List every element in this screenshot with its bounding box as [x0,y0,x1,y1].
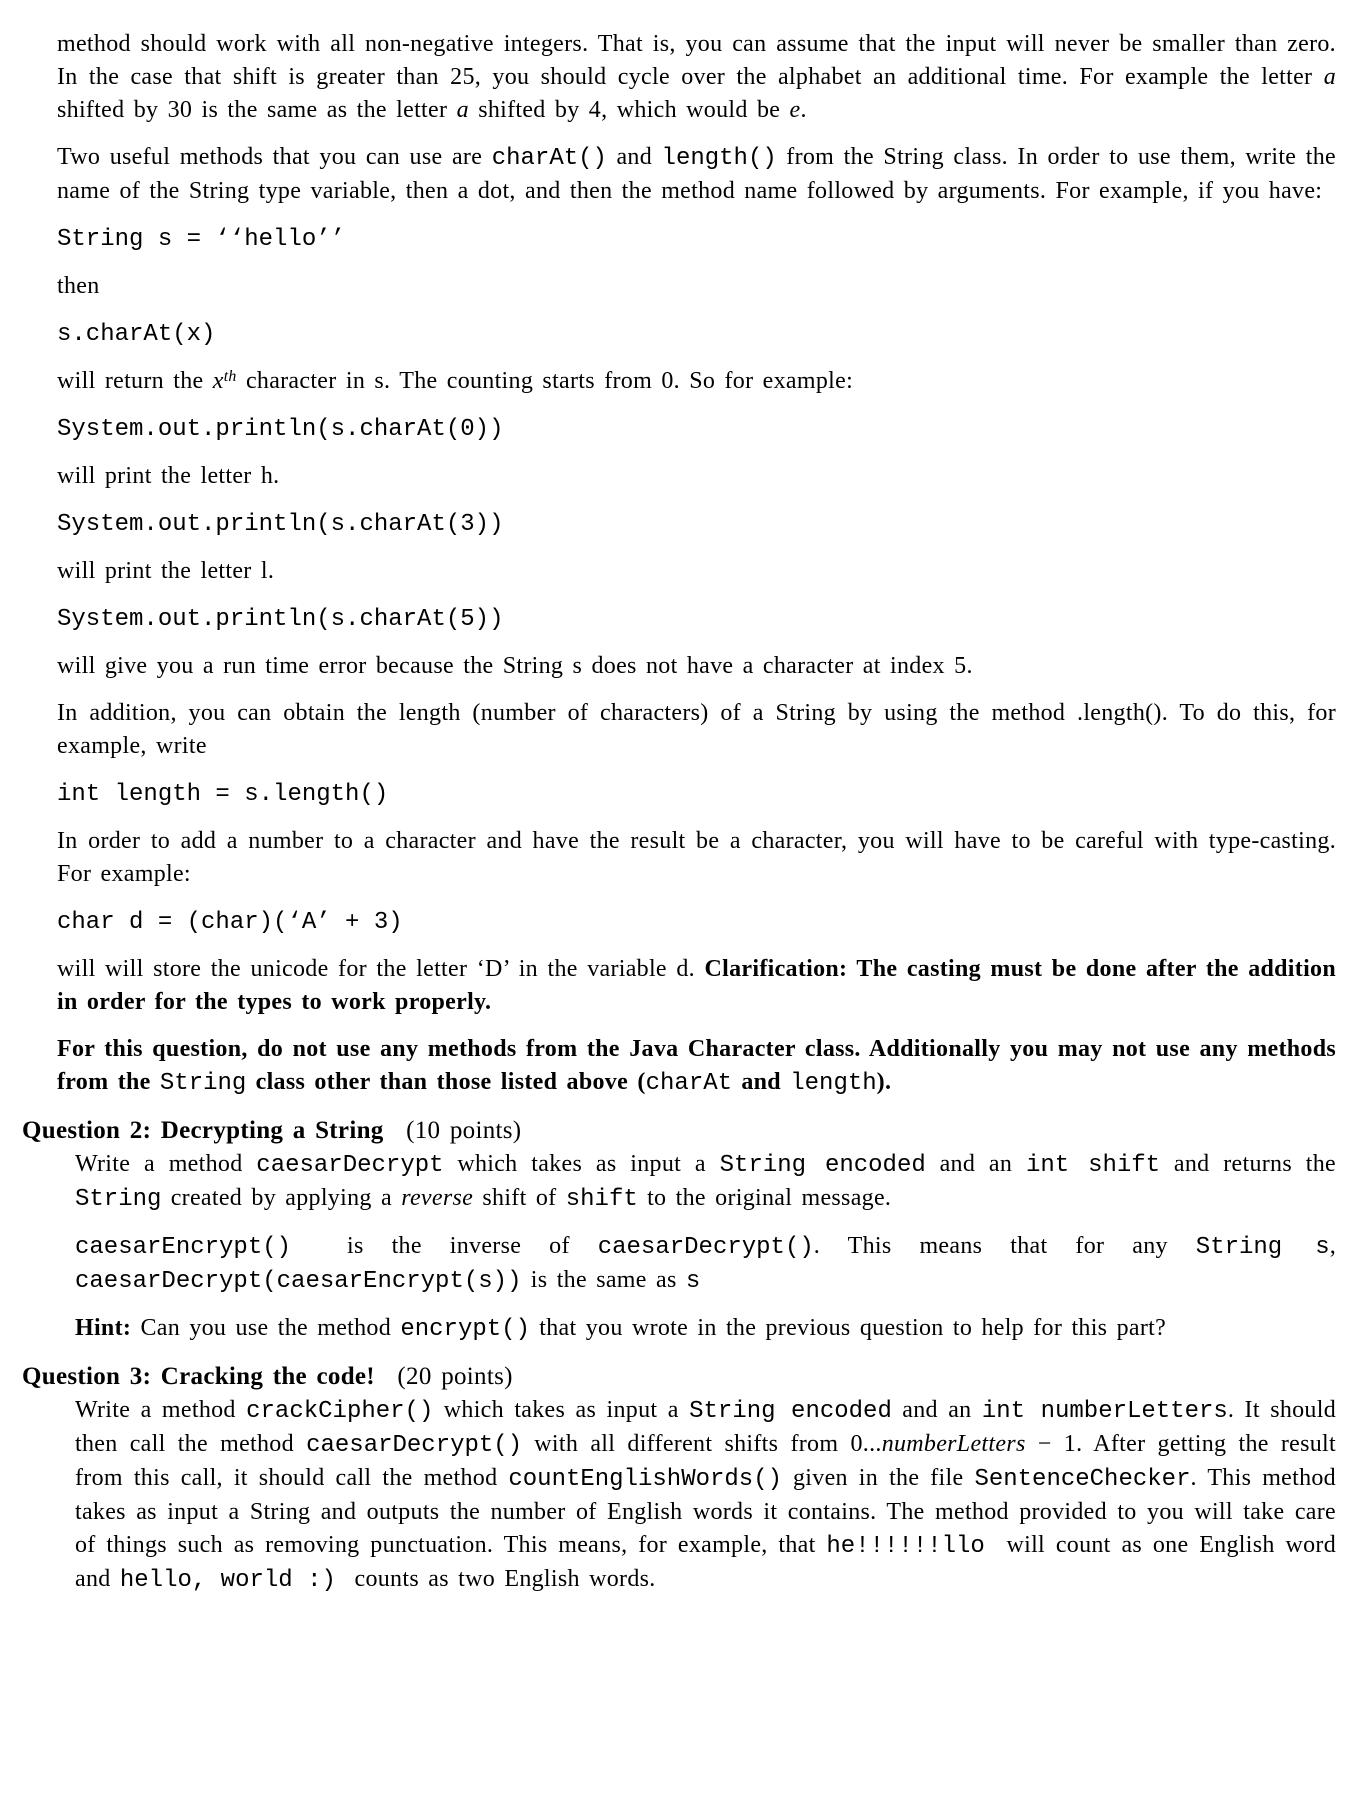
text-run: is the inverse of [291,1233,598,1259]
text-run: Write a method [75,1151,257,1177]
text-run: character in s. The counting starts from 0. So for example: [236,368,854,394]
text-run: will return the [57,368,213,394]
inline-code: hello, world :) [119,1567,336,1594]
inline-code: String [75,1186,162,1213]
inline-code: encrypt() [400,1316,530,1343]
inline-code: String encoded [689,1398,892,1425]
points-label: (20 points) [397,1363,513,1390]
text-run: shifted by 30 is the same as the letter [57,97,457,123]
code-int-length [57,777,1336,811]
bold-text-run: For this question, do not use any methods from the Java Character class. Additionally you may not use any methods from the [57,1036,1336,1095]
text-run: and returns the [1160,1151,1336,1177]
text-run: , [1329,1233,1337,1259]
inline-code: shift [565,1186,638,1213]
inline-code: crackCipher() [246,1398,434,1425]
italic-text-run: x [212,368,224,394]
paragraph-length-method [57,697,1336,763]
inline-code: caesarEncrypt() [75,1234,292,1261]
italic-text-run: e [789,97,801,123]
text-run: from the String class. In order to use them, write the name of the String type variable, then a dot, and then the method name followed by arguments. For example, if you have: [57,144,1336,204]
text-run: − 1. After getting the result from this call, it should call the method [75,1431,1336,1491]
inline-code: int numberLetters [981,1398,1228,1425]
paragraph-q3-task [75,1394,1336,1597]
text-run: that you wrote in the previous question to help for this part? [529,1315,1167,1341]
inline-code: he!!!!!!llo [826,1533,985,1560]
text-run: shifted by 4, which would be [468,97,790,123]
text-run: given in the file [782,1465,975,1491]
italic-text-run: a [456,97,469,123]
inline-code: System.out.println(s.charAt(5)) [57,606,504,633]
inline-code: caesarDecrypt() [306,1432,523,1459]
code-string-declaration [57,222,1336,256]
text-run: will print the letter h. [57,463,280,489]
inline-code: caesarDecrypt(caesarEncrypt(s)) [75,1268,522,1295]
points-label: (10 points) [406,1117,522,1144]
text-run: . [800,97,807,123]
inline-code: caesarDecrypt [256,1152,444,1179]
text-run: method should work with all non-negative integers. That is, you can assume that the input will never be smaller than zero. In the case that shift is greater than 25, you should cycle over the alphabet an additional time. For example the letter [57,31,1336,90]
inline-code: int length = s.length() [57,781,389,808]
paragraph-restrictions [57,1033,1336,1100]
inline-code: caesarDecrypt() [597,1234,814,1261]
inline-code: s [685,1268,701,1295]
inline-code: s.charAt(x) [57,321,216,348]
bold-text-run: and [732,1069,791,1095]
text-run: Can you use the method [131,1315,401,1341]
text-run: . It should then call the method [75,1397,1336,1457]
inline-code: length [790,1070,877,1097]
text-run: and an [925,1151,1026,1177]
inline-code: int shift [1025,1152,1161,1179]
text-run: Two useful methods that you can use are [57,144,492,170]
text-run: . This method takes as input a String and outputs the number of English words it contains. The method provided to you will take care of things such as removing punctuation. This means, for example, that [75,1465,1336,1558]
text-run: is the same as [521,1267,686,1293]
bold-text-run: Clarification: The casting must be done after the addition in order for the types to work properly. [57,956,1336,1015]
text-run: will will store the unicode for the letter ‘D’ in the variable d. [57,956,705,982]
code-println-3 [57,507,1336,541]
question-2-heading [22,1114,1336,1147]
code-println-0 [57,412,1336,446]
paragraph-shift-intro [57,28,1336,127]
text-run: which takes as input a [443,1151,720,1177]
inline-code: length() [661,145,777,172]
text-run: In addition, you can obtain the length (number of characters) of a String by using the method .length(). To do this, for example, write [57,700,1336,759]
bold-text-run: Question 3: Cracking the code! [22,1363,375,1390]
text-run: then [57,273,100,299]
inline-code: charAt() [491,145,607,172]
text-run: shift of [473,1185,566,1211]
question-3-heading [22,1360,1336,1393]
paragraph-useful-methods [57,141,1336,208]
inline-code: char d = (char)(‘A’ + 3) [57,909,403,936]
bold-text-run: class other than those listed above ( [246,1069,646,1095]
code-charat-x [57,317,1336,351]
paragraph-q2-inverse [75,1230,1336,1298]
italic-text-run: numberLetters [881,1431,1026,1457]
italic-text-run: a [1323,64,1336,90]
inline-code: String s = ‘‘hello’’ [57,226,346,253]
inline-code: SentenceChecker [974,1466,1191,1493]
code-char-cast [57,905,1336,939]
text-run: will count as one English word and [75,1532,1336,1592]
paragraph-print-l [57,555,1336,588]
italic-text-run: reverse [401,1185,474,1211]
text-run: . This means that for any [813,1233,1196,1259]
code-println-5 [57,602,1336,636]
inline-code: String s [1195,1234,1330,1261]
bold-text-run: Hint: [75,1315,132,1341]
bold-text-run: ). [876,1069,892,1095]
text-run: which takes as input a [433,1397,690,1423]
inline-code: System.out.println(s.charAt(3)) [57,511,504,538]
inline-code: countEnglishWords() [508,1466,783,1493]
text-run: In order to add a number to a character and have the result be a character, you will have to be careful with type-casting. For example: [57,828,1336,887]
paragraph-clarification [57,953,1336,1019]
paragraph-runtime-error [57,650,1336,683]
text-run: and an [891,1397,982,1423]
text-run: with all different shifts from 0... [522,1431,882,1457]
inline-code: charAt [645,1070,733,1097]
text-run: will print the letter l. [57,558,275,584]
paragraph-type-casting [57,825,1336,891]
text-run: Write a method [75,1397,247,1423]
text-run: to the original message. [637,1185,892,1211]
paragraph-will-return [57,365,1336,398]
superscript-text-run: th [223,368,237,385]
inline-code: System.out.println(s.charAt(0)) [57,416,504,443]
inline-code: String [159,1070,247,1097]
text-run: will give you a run time error because the String s does not have a character at index 5. [57,653,973,679]
text-run: created by applying a [161,1185,402,1211]
inline-code: String encoded [719,1152,926,1179]
paragraph-q2-task [75,1148,1336,1216]
text-run: counts as two English words. [335,1566,656,1592]
paragraph-print-h [57,460,1336,493]
bold-text-run: Question 2: Decrypting a String [22,1117,384,1144]
document-content [22,28,1337,1597]
text-run: and [606,144,662,170]
paragraph-q2-hint [75,1312,1336,1346]
paragraph-then [57,270,1336,303]
